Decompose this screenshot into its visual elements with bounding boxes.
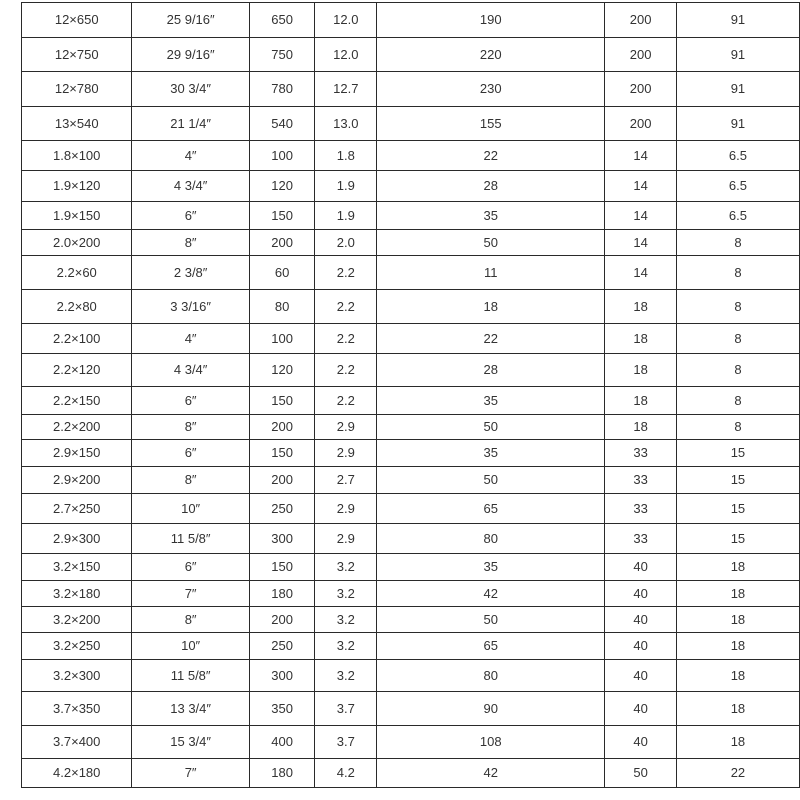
inch-cell: 7″ — [132, 759, 249, 788]
pcs-cell: 18 — [605, 387, 677, 415]
length-mm-cell: 80 — [249, 290, 315, 324]
size-cell: 12×650 — [22, 3, 132, 38]
pcs-cell: 14 — [605, 256, 677, 290]
size-cell: 13×540 — [22, 107, 132, 141]
diameter-cell: 13.0 — [315, 107, 377, 141]
weight-cell: 220 — [377, 38, 605, 72]
size-cell: 2.9×200 — [22, 467, 132, 494]
weight-cell: 22 — [377, 324, 605, 354]
pcs-cell: 40 — [605, 660, 677, 692]
diameter-cell: 3.7 — [315, 726, 377, 759]
table-row — [22, 692, 800, 726]
weight-cell: 35 — [377, 202, 605, 230]
table-row — [22, 387, 800, 415]
inch-cell: 3 3/16″ — [132, 290, 249, 324]
weight-cell: 35 — [377, 387, 605, 415]
diameter-cell: 3.2 — [315, 581, 377, 607]
inch-cell: 10″ — [132, 633, 249, 660]
size-cell: 1.9×150 — [22, 202, 132, 230]
box-weight-cell: 8 — [676, 354, 799, 387]
inch-cell: 2 3/8″ — [132, 256, 249, 290]
diameter-cell: 1.8 — [315, 141, 377, 171]
table-row — [22, 607, 800, 633]
table-row — [22, 354, 800, 387]
inch-cell: 11 5/8″ — [132, 660, 249, 692]
length-mm-cell: 200 — [249, 415, 315, 440]
pcs-cell: 14 — [605, 141, 677, 171]
pcs-cell: 40 — [605, 554, 677, 581]
table-row — [22, 256, 800, 290]
weight-cell: 90 — [377, 692, 605, 726]
table-row — [22, 202, 800, 230]
box-weight-cell: 91 — [676, 3, 799, 38]
pcs-cell: 200 — [605, 107, 677, 141]
table-row — [22, 290, 800, 324]
box-weight-cell: 15 — [676, 524, 799, 554]
inch-cell: 13 3/4″ — [132, 692, 249, 726]
size-cell: 12×750 — [22, 38, 132, 72]
table-row — [22, 759, 800, 788]
size-cell: 2.2×100 — [22, 324, 132, 354]
length-mm-cell: 200 — [249, 230, 315, 256]
size-cell: 3.7×350 — [22, 692, 132, 726]
length-mm-cell: 150 — [249, 202, 315, 230]
inch-cell: 29 9/16″ — [132, 38, 249, 72]
inch-cell: 7″ — [132, 581, 249, 607]
length-mm-cell: 540 — [249, 107, 315, 141]
weight-cell: 155 — [377, 107, 605, 141]
spec-table — [21, 2, 800, 788]
diameter-cell: 2.9 — [315, 415, 377, 440]
inch-cell: 8″ — [132, 230, 249, 256]
box-weight-cell: 8 — [676, 324, 799, 354]
diameter-cell: 1.9 — [315, 171, 377, 202]
size-cell: 3.2×300 — [22, 660, 132, 692]
diameter-cell: 3.2 — [315, 633, 377, 660]
length-mm-cell: 250 — [249, 633, 315, 660]
size-cell: 2.0×200 — [22, 230, 132, 256]
weight-cell: 80 — [377, 524, 605, 554]
box-weight-cell: 18 — [676, 633, 799, 660]
pcs-cell: 18 — [605, 290, 677, 324]
inch-cell: 6″ — [132, 554, 249, 581]
length-mm-cell: 120 — [249, 171, 315, 202]
inch-cell: 4″ — [132, 324, 249, 354]
table-row — [22, 524, 800, 554]
size-cell: 2.2×200 — [22, 415, 132, 440]
weight-cell: 65 — [377, 633, 605, 660]
size-cell: 12×780 — [22, 72, 132, 107]
inch-cell: 11 5/8″ — [132, 524, 249, 554]
weight-cell: 42 — [377, 581, 605, 607]
pcs-cell: 40 — [605, 726, 677, 759]
weight-cell: 65 — [377, 494, 605, 524]
weight-cell: 190 — [377, 3, 605, 38]
table-row — [22, 726, 800, 759]
pcs-cell: 40 — [605, 607, 677, 633]
table-row — [22, 581, 800, 607]
box-weight-cell: 8 — [676, 290, 799, 324]
weight-cell: 28 — [377, 171, 605, 202]
size-cell: 3.2×200 — [22, 607, 132, 633]
diameter-cell: 2.2 — [315, 290, 377, 324]
diameter-cell: 2.9 — [315, 494, 377, 524]
box-weight-cell: 8 — [676, 256, 799, 290]
weight-cell: 230 — [377, 72, 605, 107]
inch-cell: 8″ — [132, 607, 249, 633]
weight-cell: 18 — [377, 290, 605, 324]
box-weight-cell: 91 — [676, 72, 799, 107]
size-cell: 2.9×150 — [22, 440, 132, 467]
box-weight-cell: 6.5 — [676, 171, 799, 202]
box-weight-cell: 15 — [676, 440, 799, 467]
inch-cell: 25 9/16″ — [132, 3, 249, 38]
length-mm-cell: 650 — [249, 3, 315, 38]
weight-cell: 35 — [377, 554, 605, 581]
length-mm-cell: 300 — [249, 524, 315, 554]
pcs-cell: 40 — [605, 581, 677, 607]
weight-cell: 50 — [377, 607, 605, 633]
inch-cell: 6″ — [132, 440, 249, 467]
inch-cell: 8″ — [132, 415, 249, 440]
size-cell: 3.2×180 — [22, 581, 132, 607]
table-row — [22, 633, 800, 660]
size-cell: 1.9×120 — [22, 171, 132, 202]
diameter-cell: 12.0 — [315, 38, 377, 72]
length-mm-cell: 180 — [249, 581, 315, 607]
length-mm-cell: 100 — [249, 141, 315, 171]
inch-cell: 6″ — [132, 387, 249, 415]
pcs-cell: 50 — [605, 759, 677, 788]
spec-table-body — [22, 3, 800, 788]
size-cell: 4.2×180 — [22, 759, 132, 788]
pcs-cell: 14 — [605, 202, 677, 230]
size-cell: 1.8×100 — [22, 141, 132, 171]
inch-cell: 10″ — [132, 494, 249, 524]
inch-cell: 30 3/4″ — [132, 72, 249, 107]
diameter-cell: 2.2 — [315, 256, 377, 290]
diameter-cell: 3.2 — [315, 607, 377, 633]
weight-cell: 35 — [377, 440, 605, 467]
box-weight-cell: 6.5 — [676, 202, 799, 230]
inch-cell: 6″ — [132, 202, 249, 230]
diameter-cell: 2.2 — [315, 354, 377, 387]
table-row — [22, 660, 800, 692]
box-weight-cell: 18 — [676, 726, 799, 759]
weight-cell: 108 — [377, 726, 605, 759]
pcs-cell: 200 — [605, 72, 677, 107]
weight-cell: 80 — [377, 660, 605, 692]
pcs-cell: 33 — [605, 524, 677, 554]
box-weight-cell: 6.5 — [676, 141, 799, 171]
length-mm-cell: 350 — [249, 692, 315, 726]
pcs-cell: 200 — [605, 38, 677, 72]
table-row — [22, 415, 800, 440]
weight-cell: 50 — [377, 415, 605, 440]
box-weight-cell: 18 — [676, 692, 799, 726]
length-mm-cell: 100 — [249, 324, 315, 354]
table-row — [22, 440, 800, 467]
table-row — [22, 107, 800, 141]
size-cell: 2.2×150 — [22, 387, 132, 415]
table-row — [22, 141, 800, 171]
box-weight-cell: 15 — [676, 494, 799, 524]
diameter-cell: 2.9 — [315, 440, 377, 467]
box-weight-cell: 18 — [676, 581, 799, 607]
diameter-cell: 2.9 — [315, 524, 377, 554]
box-weight-cell: 91 — [676, 38, 799, 72]
length-mm-cell: 150 — [249, 554, 315, 581]
box-weight-cell: 15 — [676, 467, 799, 494]
size-cell: 3.2×250 — [22, 633, 132, 660]
pcs-cell: 14 — [605, 230, 677, 256]
diameter-cell: 4.2 — [315, 759, 377, 788]
table-row — [22, 554, 800, 581]
diameter-cell: 3.2 — [315, 660, 377, 692]
pcs-cell: 33 — [605, 440, 677, 467]
diameter-cell: 3.7 — [315, 692, 377, 726]
length-mm-cell: 150 — [249, 440, 315, 467]
length-mm-cell: 300 — [249, 660, 315, 692]
weight-cell: 42 — [377, 759, 605, 788]
table-row — [22, 324, 800, 354]
pcs-cell: 33 — [605, 467, 677, 494]
size-cell: 2.2×120 — [22, 354, 132, 387]
diameter-cell: 2.2 — [315, 324, 377, 354]
pcs-cell: 18 — [605, 324, 677, 354]
weight-cell: 11 — [377, 256, 605, 290]
table-row — [22, 230, 800, 256]
size-cell: 2.9×300 — [22, 524, 132, 554]
box-weight-cell: 18 — [676, 554, 799, 581]
length-mm-cell: 120 — [249, 354, 315, 387]
table-row — [22, 38, 800, 72]
weight-cell: 50 — [377, 467, 605, 494]
pcs-cell: 33 — [605, 494, 677, 524]
box-weight-cell: 18 — [676, 607, 799, 633]
length-mm-cell: 150 — [249, 387, 315, 415]
box-weight-cell: 8 — [676, 387, 799, 415]
diameter-cell: 12.0 — [315, 3, 377, 38]
table-row — [22, 72, 800, 107]
pcs-cell: 200 — [605, 3, 677, 38]
size-cell: 2.7×250 — [22, 494, 132, 524]
inch-cell: 4 3/4″ — [132, 354, 249, 387]
pcs-cell: 18 — [605, 354, 677, 387]
inch-cell: 21 1/4″ — [132, 107, 249, 141]
length-mm-cell: 780 — [249, 72, 315, 107]
length-mm-cell: 750 — [249, 38, 315, 72]
weight-cell: 50 — [377, 230, 605, 256]
diameter-cell: 2.7 — [315, 467, 377, 494]
size-cell: 2.2×60 — [22, 256, 132, 290]
table-row — [22, 467, 800, 494]
weight-cell: 28 — [377, 354, 605, 387]
size-cell: 3.7×400 — [22, 726, 132, 759]
inch-cell: 8″ — [132, 467, 249, 494]
length-mm-cell: 200 — [249, 607, 315, 633]
box-weight-cell: 22 — [676, 759, 799, 788]
diameter-cell: 2.0 — [315, 230, 377, 256]
length-mm-cell: 60 — [249, 256, 315, 290]
diameter-cell: 1.9 — [315, 202, 377, 230]
length-mm-cell: 200 — [249, 467, 315, 494]
length-mm-cell: 400 — [249, 726, 315, 759]
pcs-cell: 14 — [605, 171, 677, 202]
length-mm-cell: 250 — [249, 494, 315, 524]
inch-cell: 15 3/4″ — [132, 726, 249, 759]
box-weight-cell: 8 — [676, 415, 799, 440]
inch-cell: 4″ — [132, 141, 249, 171]
weight-cell: 22 — [377, 141, 605, 171]
table-row — [22, 3, 800, 38]
diameter-cell: 12.7 — [315, 72, 377, 107]
box-weight-cell: 8 — [676, 230, 799, 256]
inch-cell: 4 3/4″ — [132, 171, 249, 202]
box-weight-cell: 91 — [676, 107, 799, 141]
length-mm-cell: 180 — [249, 759, 315, 788]
pcs-cell: 40 — [605, 633, 677, 660]
diameter-cell: 3.2 — [315, 554, 377, 581]
pcs-cell: 18 — [605, 415, 677, 440]
pcs-cell: 40 — [605, 692, 677, 726]
table-row — [22, 171, 800, 202]
diameter-cell: 2.2 — [315, 387, 377, 415]
table-row — [22, 494, 800, 524]
box-weight-cell: 18 — [676, 660, 799, 692]
size-cell: 2.2×80 — [22, 290, 132, 324]
size-cell: 3.2×150 — [22, 554, 132, 581]
